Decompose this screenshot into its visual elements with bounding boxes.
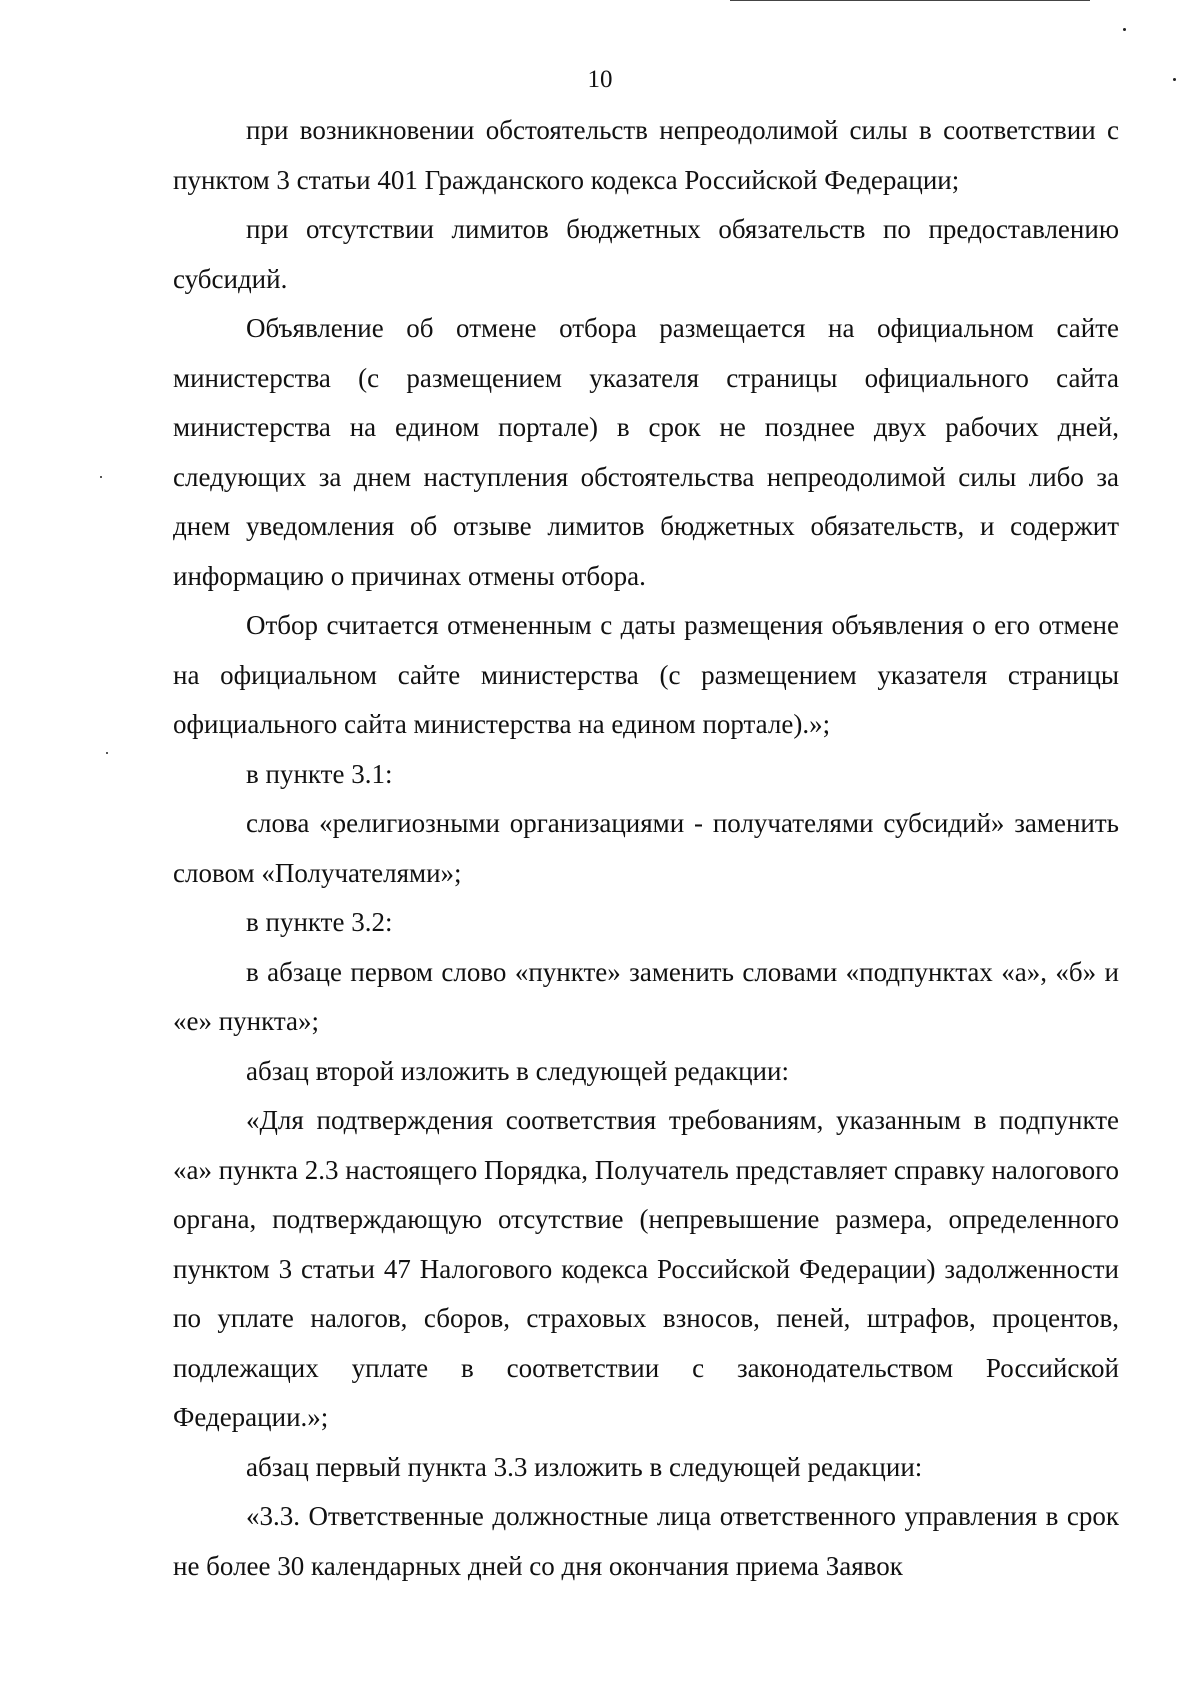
- document-body: [173, 106, 1119, 1591]
- scan-top-edge: [730, 0, 1090, 1]
- paragraph: «3.3. Ответственные должностные лица ответственного управления в срок не более 30 календарных дней со дня окончания приема Заявок: [173, 1501, 1119, 1581]
- paragraph: слова «религиозными организациями - получателями субсидий» заменить словом «Получателями»;: [173, 808, 1119, 888]
- scan-speck: [106, 752, 108, 754]
- scan-speck: [100, 476, 102, 478]
- paragraph: при возникновении обстоятельств непреодолимой силы в соответствии с пунктом 3 статьи 401 Гражданского кодекса Российской Федерации;: [173, 115, 1119, 195]
- paragraph: в пункте 3.2:: [246, 907, 393, 937]
- paragraph: в пункте 3.1:: [246, 758, 393, 789]
- paragraph: при отсутствии лимитов бюджетных обязательств по предоставлению субсидий.: [173, 214, 1119, 294]
- paragraph: «Для подтверждения соответствия требованиям, указанным в подпункте «а» пункта 2.3 настоящего Порядка, Получатель представляет справку налогового органа, подтверждающую отсутствие (непревышение размера, определенного пунктом 3 статьи 47 Налогового кодекса Российской Федерации) задолженности по уплате налогов, сборов, страховых взносов, пеней, штрафов, процентов, подлежащих уплате в соответствии с законодательством Российской Федерации.»;: [173, 1105, 1119, 1432]
- paragraph: Отбор считается отмененным с даты размещения объявления о его отмене на официальном сайте министерства (с размещением указателя страницы официального сайта министерства на едином портале).»;: [173, 610, 1119, 739]
- page-number: 10: [587, 66, 613, 93]
- paragraph: в абзаце первом слово «пункте» заменить словами «подпунктах «а», «б» и «е» пункта»;: [173, 956, 1119, 1036]
- paragraph: Объявление об отмене отбора размещается на официальном сайте министерства (с размещением указателя страницы официального сайта министерства на едином портале) в срок не позднее двух рабочих дней, следующих за днем наступления обстоятельства непреодолимой силы либо за днем уведомления об отзыве лимитов бюджетных обязательств, и содержит информацию о причинах отмены отбора.: [173, 313, 1119, 591]
- paragraph: абзац первый пункта 3.3 изложить в следующей редакции:: [246, 1451, 923, 1482]
- scan-speck: [1123, 28, 1126, 31]
- paragraph: абзац второй изложить в следующей редакции:: [246, 1055, 789, 1086]
